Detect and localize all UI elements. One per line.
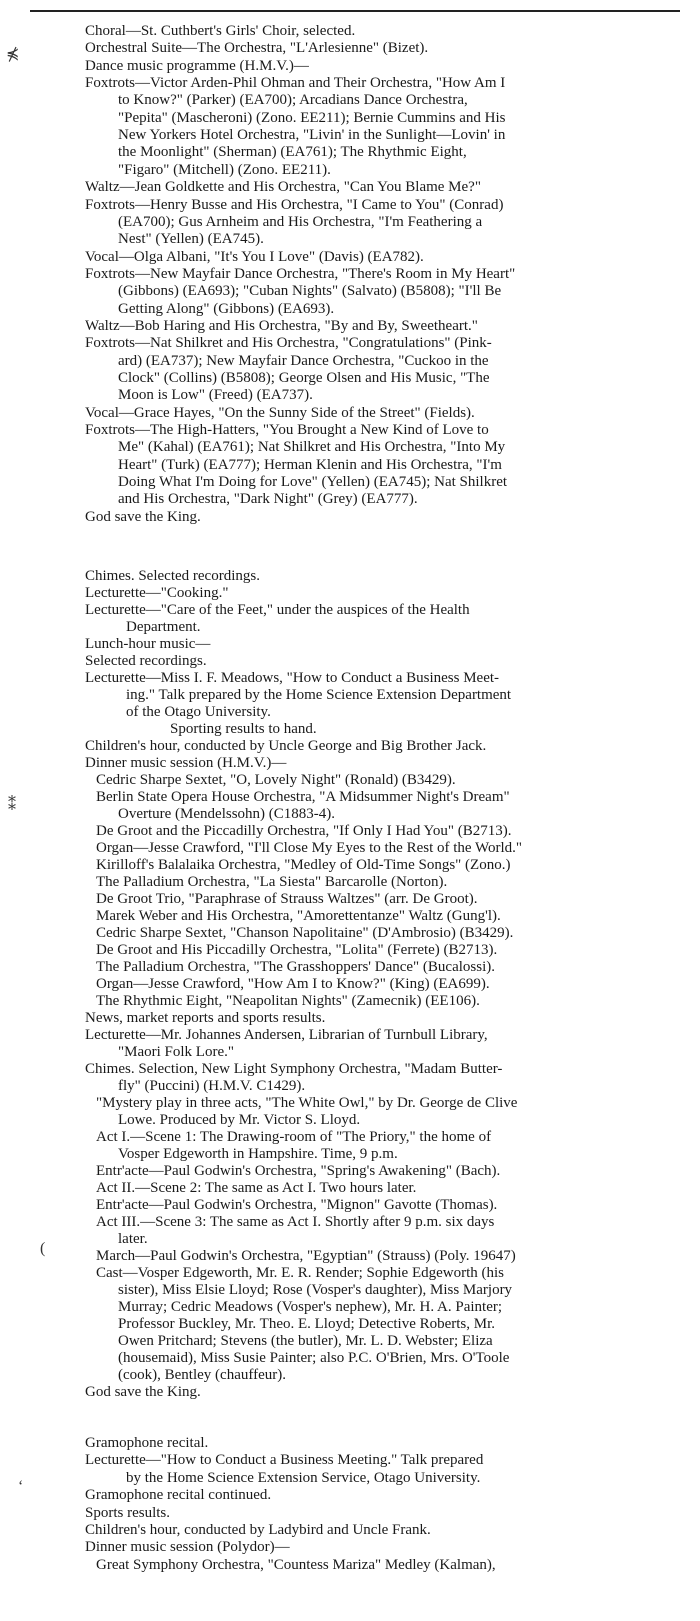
entry-line: Foxtrots—Nat Shilkret and His Orchestra, "Congratulations" (Pink- — [85, 335, 492, 352]
entry-line: (cook), Bentley (chauffeur). — [118, 1367, 286, 1383]
entry-line: Clock" (Collins) (B5808); George Olsen and His Music, "The — [118, 370, 490, 386]
entry-line: Organ—Jesse Crawford, "How Am I to Know?" (King) (EA699). — [96, 976, 490, 992]
entry-line: Doing What I'm Doing for Love" (Yellen) (EA745); Nat Shilkret — [118, 474, 508, 491]
entry-line: Lunch-hour music— — [85, 636, 211, 652]
entry-line: Great Symphony Orchestra, "Countess Mariza" Medley (Kalman), — [96, 1556, 496, 1573]
entry-line: Waltz—Jean Goldkette and His Orchestra, "Can You Blame Me?" — [85, 179, 481, 196]
entry-line: Department. — [126, 619, 201, 635]
margin-mark: ⋠ — [6, 46, 20, 63]
entry-line: Dance music programme (H.M.V.)— — [85, 57, 309, 74]
entry-line: Act II.—Scene 2: The same as Act I. Two hours later. — [96, 1180, 417, 1196]
entry-line: Sports results. — [85, 1504, 171, 1521]
entry-line: Entr'acte—Paul Godwin's Orchestra, "Mignon" Gavotte (Thomas). — [96, 1197, 498, 1213]
entry-line: "Pepita" (Mascheroni) (Zono. EE211); Bernie Cummins and His — [118, 109, 506, 126]
entry-line: ard) (EA737); New Mayfair Dance Orchestra, "Cuckoo in the — [118, 352, 489, 369]
entry-line: (EA700); Gus Arnheim and His Orchestra, "I'm Feathering a — [118, 213, 483, 230]
margin-mark: ‘ — [18, 1478, 24, 1495]
entry-line: ing." Talk prepared by the Home Science Extension Department — [126, 687, 512, 703]
entry-line: Cedric Sharpe Sextet, "Chanson Napolitaine" (D'Ambrosio) (B3429). — [96, 925, 514, 941]
entry-line: Marek Weber and His Orchestra, "Amorettentanze" Waltz (Gung'l). — [96, 908, 501, 924]
entry-line: Lecturette—Mr. Johannes Andersen, Librarian of Turnbull Library, — [85, 1027, 488, 1043]
entry-line: Berlin State Opera House Orchestra, "A Midsummer Night's Dream" — [96, 789, 510, 805]
entry-line: Getting Along" (Gibbons) (EA693). — [118, 300, 335, 317]
entry-line: Lecturette—"Cooking." — [85, 585, 229, 601]
entry-line: Vosper Edgeworth in Hampshire. Time, 9 p.m. — [118, 1146, 398, 1162]
entry-line: Chimes. Selection, New Light Symphony Orchestra, "Madam Butter- — [85, 1061, 503, 1077]
entry-line: The Rhythmic Eight, "Neapolitan Nights" (Zamecnik) (EE106). — [96, 993, 480, 1009]
entry-line: Choral—St. Cuthbert's Girls' Choir, selected. — [85, 23, 356, 39]
entry-line: Heart" (Turk) (EA777); Herman Klenin and His Orchestra, "I'm — [118, 456, 502, 473]
entry-line: Lecturette—Miss I. F. Meadows, "How to Conduct a Business Meet- — [85, 670, 500, 686]
entry-line: Dinner music session (H.M.V.)— — [85, 755, 287, 771]
entry-line: Cast—Vosper Edgeworth, Mr. E. R. Render; Sophie Edgeworth (his — [96, 1265, 505, 1281]
entry-line: Orchestral Suite—The Orchestra, "L'Arlesienne" (Bizet). — [85, 40, 429, 57]
entry-line: Children's hour, conducted by Ladybird and Uncle Frank. — [85, 1522, 431, 1538]
entry-line: Professor Buckley, Mr. Theo. E. Lloyd; Detective Roberts, Mr. — [118, 1316, 496, 1332]
entry-line: (Gibbons) (EA693); "Cuban Nights" (Salvato) (B5808); "I'll Be — [118, 283, 502, 300]
entry-line: Chimes. Selected recordings. — [85, 568, 260, 584]
margin-mark: ⁑ — [8, 797, 16, 814]
entry-line: New Yorkers Hotel Orchestra, "Livin' in the Sunlight—Lovin' in — [118, 127, 506, 144]
entry-line: Organ—Jesse Crawford, "I'll Close My Eyes to the Rest of the World." — [96, 840, 523, 856]
entry-line: Overture (Mendelssohn) (C1883-4). — [118, 806, 336, 822]
entry-line: Kirilloff's Balalaika Orchestra, "Medley of Old-Time Songs" (Zono.) — [96, 857, 511, 873]
entry-line: Waltz—Bob Haring and His Orchestra, "By and By, Sweetheart." — [85, 317, 478, 334]
entry-line: Dinner music session (Polydor)— — [85, 1539, 290, 1556]
entry-line: sister), Miss Elsie Lloyd; Rose (Vosper's daughter), Miss Marjory — [118, 1282, 513, 1298]
entry-line: De Groot and the Piccadilly Orchestra, "If Only I Had You" (B2713). — [96, 823, 512, 839]
margin-mark: ( — [40, 1240, 46, 1257]
entry-line: by the Home Science Extension Service, Otago University. — [126, 1469, 481, 1486]
entry-line: De Groot and His Piccadilly Orchestra, "Lolita" (Ferrete) (B2713). — [96, 942, 498, 958]
entry-line: "Maori Folk Lore." — [118, 1044, 234, 1060]
entry-line: Gramophone recital continued. — [85, 1487, 272, 1504]
entry-line: Foxtrots—Henry Busse and His Orchestra, "I Came to You" (Conrad) — [85, 196, 504, 213]
entry-line: Moon is Low" (Freed) (EA737). — [118, 387, 313, 404]
entry-line: Foxtrots—The High-Hatters, "You Brought a New Kind of Love to — [85, 422, 489, 439]
entry-line: Vocal—Olga Albani, "It's You I Love" (Davis) (EA782). — [85, 248, 424, 265]
entry-line: Act I.—Scene 1: The Drawing-room of "The Priory," the home of — [96, 1129, 492, 1145]
entry-line: Lecturette—"How to Conduct a Business Meeting." Talk prepared — [85, 1452, 484, 1469]
entry-line: Nest" (Yellen) (EA745). — [118, 231, 264, 248]
entry-line: Lowe. Produced by Mr. Victor S. Lloyd. — [118, 1112, 361, 1128]
entry-line: Foxtrots—New Mayfair Dance Orchestra, "There's Room in My Heart" — [85, 265, 516, 282]
entry-line: Gramophone recital. — [85, 1435, 209, 1451]
entry-line: later. — [118, 1231, 148, 1247]
entry-line: Entr'acte—Paul Godwin's Orchestra, "Spring's Awakening" (Bach). — [96, 1163, 501, 1179]
entry-line: De Groot Trio, "Paraphrase of Strauss Waltzes" (arr. De Groot). — [96, 891, 478, 907]
top-rule — [30, 10, 680, 12]
entry-line: Lecturette—"Care of the Feet," under the auspices of the Health — [85, 602, 470, 618]
entry-line: Act III.—Scene 3: The same as Act I. Shortly after 9 p.m. six days — [96, 1214, 495, 1230]
entry-line: Me" (Kahal) (EA761); Nat Shilkret and His Orchestra, "Into My — [118, 439, 506, 456]
entry-line: Selected recordings. — [85, 653, 207, 669]
entry-line: March—Paul Godwin's Orchestra, "Egyptian" (Strauss) (Poly. 19647) — [96, 1248, 516, 1264]
entry-line: the Moonlight" (Sherman) (EA761); The Rhythmic Eight, — [118, 144, 467, 161]
entry-line: God save the King. — [85, 1384, 201, 1400]
entry-line: Children's hour, conducted by Uncle George and Big Brother Jack. — [85, 738, 487, 754]
entry-line: Vocal—Grace Hayes, "On the Sunny Side of the Street" (Fields). — [85, 404, 475, 421]
entry-line: Cedric Sharpe Sextet, "O, Lovely Night" (Ronald) (B3429). — [96, 772, 456, 788]
entry-line: of the Otago University. — [126, 704, 271, 720]
entry-line: The Palladium Orchestra, "La Siesta" Barcarolle (Norton). — [96, 874, 448, 890]
entry-line: The Palladium Orchestra, "The Grasshoppers' Dance" (Bucalossi). — [96, 959, 495, 975]
entry-line: Foxtrots—Victor Arden-Phil Ohman and Their Orchestra, "How Am I — [85, 75, 506, 92]
entry-line: and His Orchestra, "Dark Night" (Grey) (EA777). — [118, 491, 418, 508]
entry-line: Murray; Cedric Meadows (Vosper's nephew), Mr. H. A. Painter; — [118, 1299, 503, 1315]
entry-line: fly" (Puccini) (H.M.V. C1429). — [118, 1078, 306, 1094]
entry-line: to Know?" (Parker) (EA700); Arcadians Dance Orchestra, — [118, 92, 468, 109]
entry-line: Owen Pritchard; Stevens (the butler), Mr. L. D. Webster; Eliza — [118, 1333, 493, 1349]
entry-line: "Figaro" (Mitchell) (Zono. EE211). — [118, 161, 331, 178]
entry-line: News, market reports and sports results. — [85, 1010, 326, 1026]
entry-line: Sporting results to hand. — [170, 721, 317, 737]
entry-line: (housemaid), Miss Susie Painter; also P.C. O'Brien, Mrs. O'Toole — [118, 1350, 510, 1366]
entry-line: "Mystery play in three acts, "The White Owl," by Dr. George de Clive — [96, 1095, 518, 1111]
entry-line: God save the King. — [85, 508, 201, 525]
